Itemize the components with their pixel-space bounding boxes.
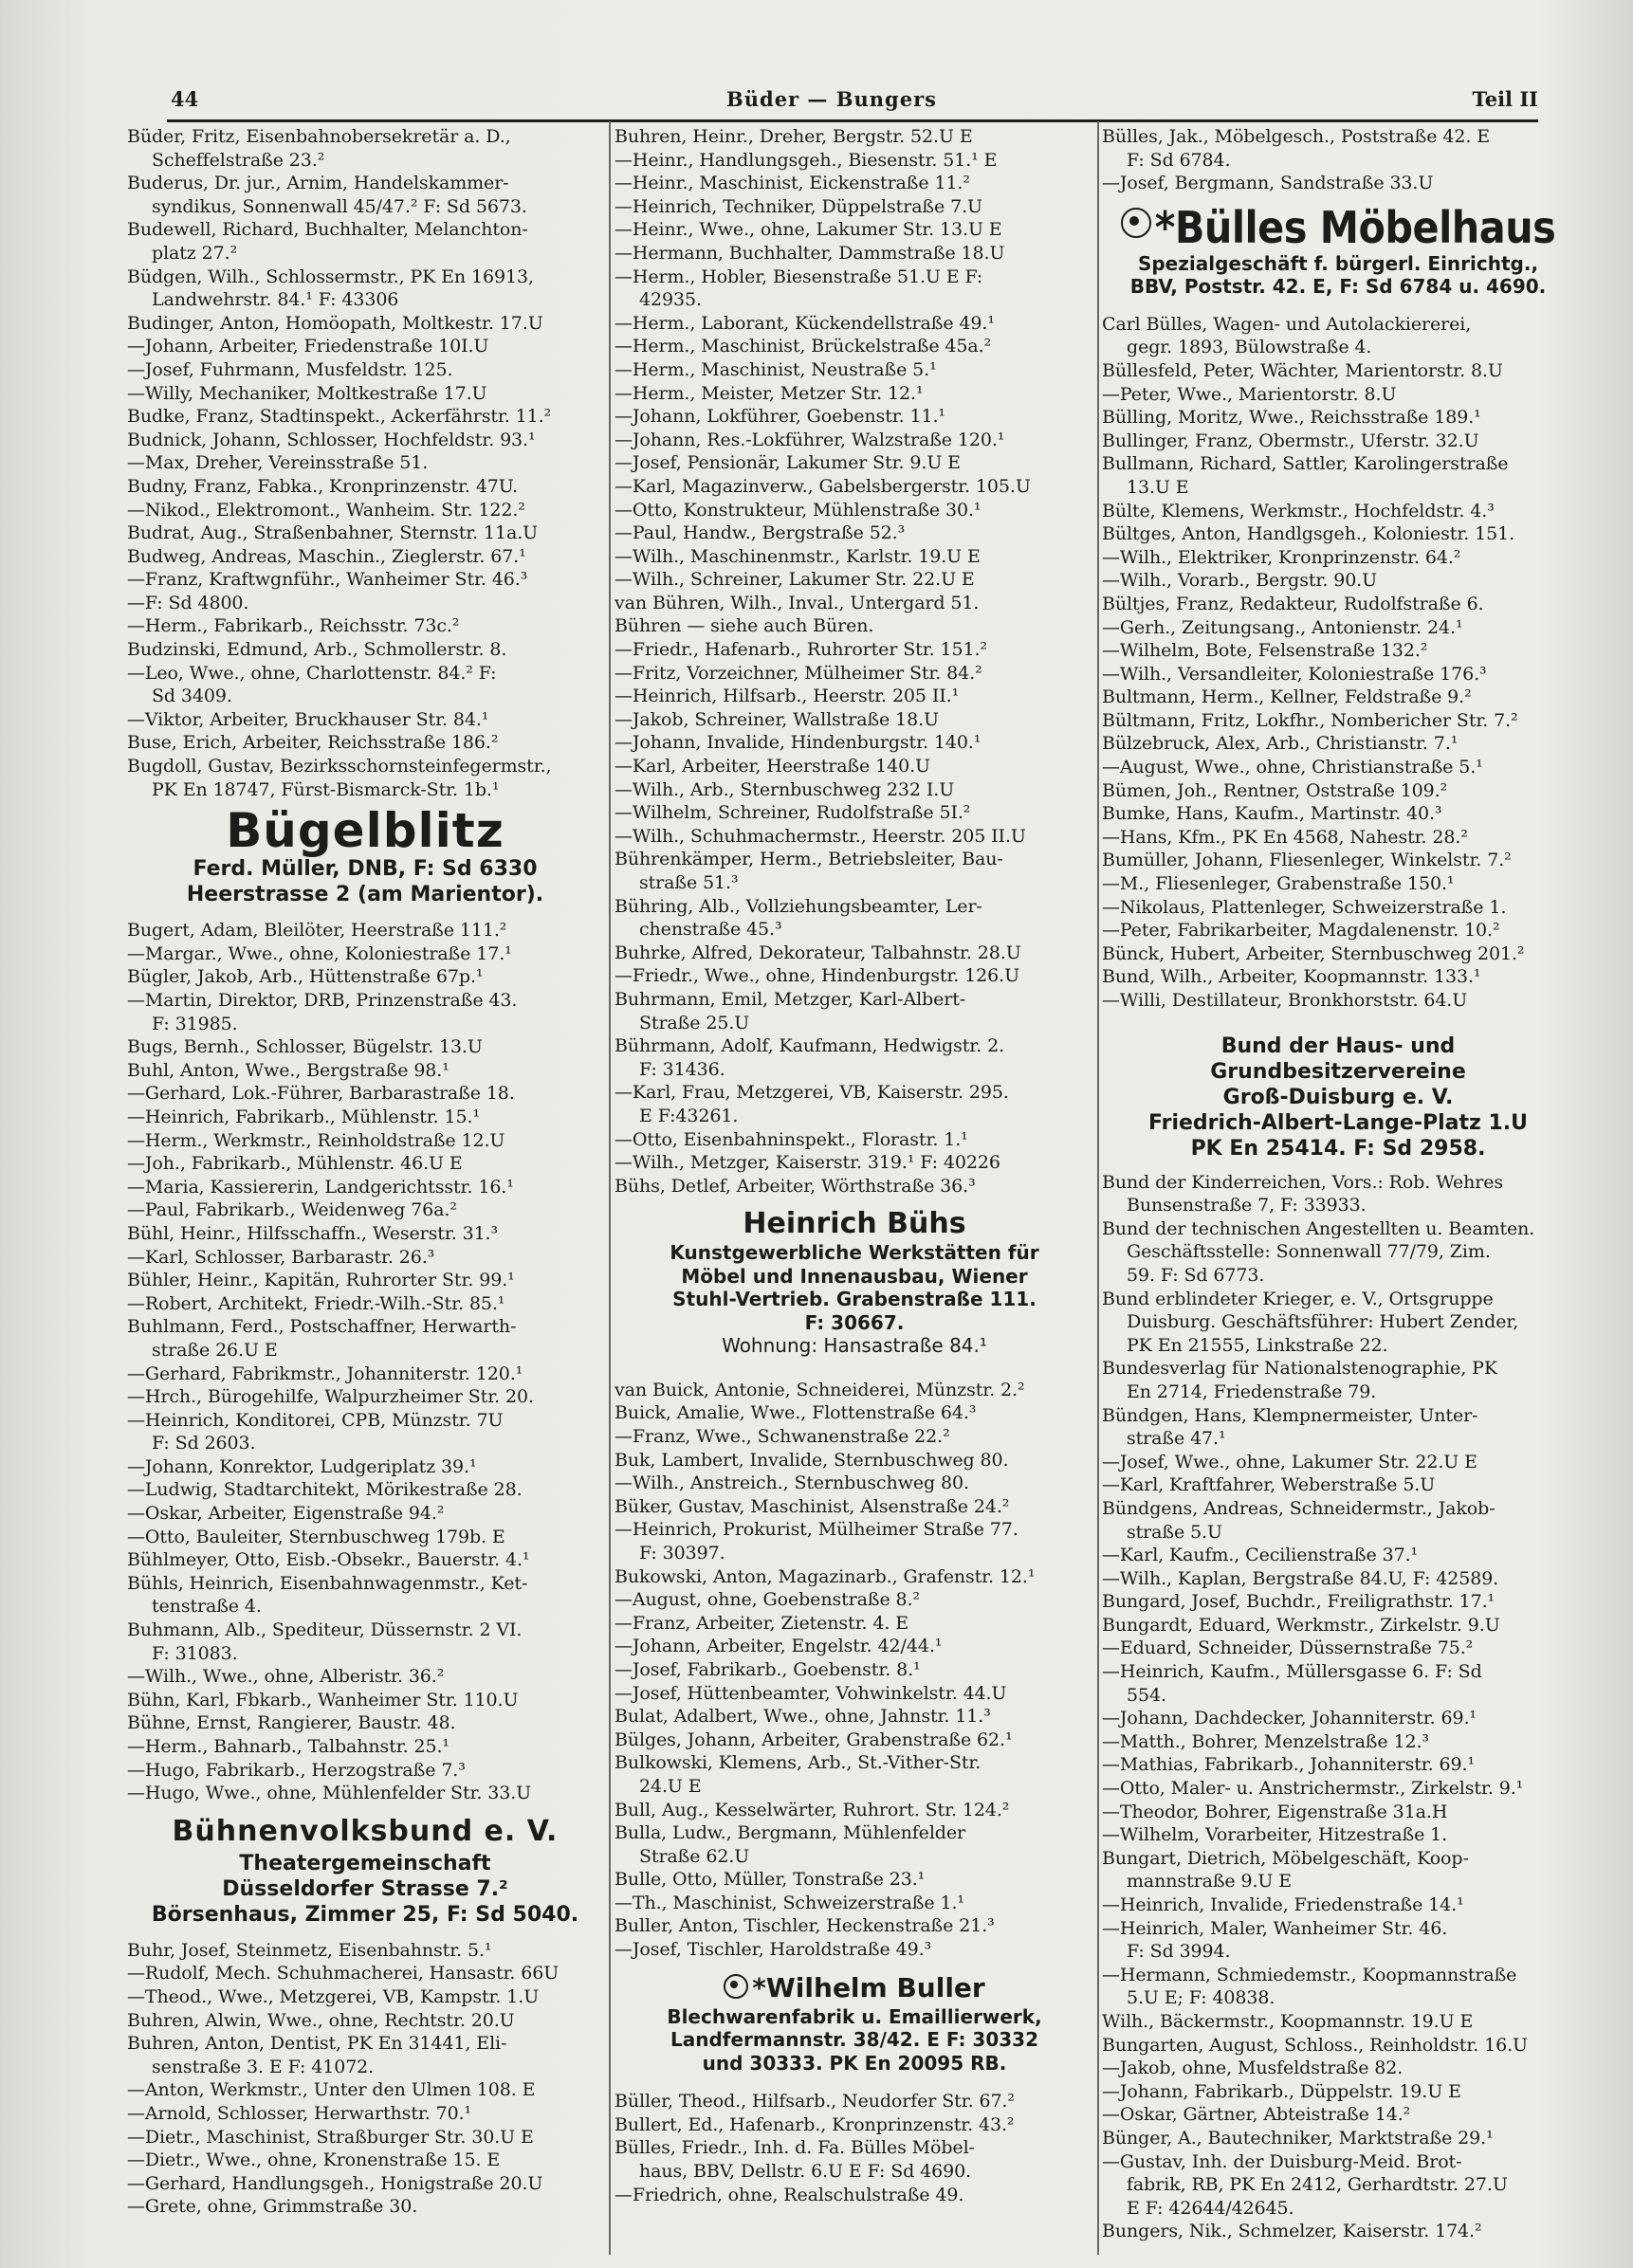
directory-entry-line: En 2714, Friedenstraße 79. xyxy=(1127,1381,1377,1402)
directory-entry-line: Bulla, Ludw., Bergmann, Mühlenfelder xyxy=(615,1822,965,1844)
ad-buehs-body xyxy=(615,1241,1094,1334)
entries-col1-b xyxy=(127,919,603,1805)
directory-entry-line: —Heinrich, Fabrikarb., Mühlenstr. 15.¹ xyxy=(127,1106,480,1127)
directory-entry-line: fabrik, RB, PK En 2412, Gerhardtstr. 27.U xyxy=(1127,2174,1508,2196)
entries-col3-c xyxy=(1102,1171,1574,2243)
directory-entry-line: Bülles, Friedr., Inh. d. Fa. Bülles Möbel- xyxy=(615,2137,975,2159)
directory-entry-line: —Friedrich, ohne, Realschulstraße 49. xyxy=(615,2184,964,2205)
directory-entry-line: —Johann, Fabrikarb., Düppelstr. 19.U E xyxy=(1102,2080,1461,2102)
ad-buegelblitz-title: Bügelblitz xyxy=(226,803,505,859)
entries-col1-a xyxy=(127,125,603,801)
ad-buegelblitz xyxy=(127,805,603,907)
ad-bund-haus-line2: Friedrich-Albert-Lange-Platz 1.U xyxy=(1148,1110,1528,1135)
ad-buller xyxy=(615,1971,1094,2076)
directory-entry-line: —Hugo, Wwe., ohne, Mühlenfelder Str. 33.U xyxy=(127,1783,532,1804)
entries-col1-c xyxy=(127,1939,603,2219)
directory-entry-line: —Johann, Konrektor, Ludgeriplatz 39.¹ xyxy=(127,1455,477,1477)
directory-entry-line: —Wilh., Wwe., ohne, Alberistr. 36.² xyxy=(127,1666,445,1688)
directory-entry-line: —Hans, Kfm., PK En 4568, Nahestr. 28.² xyxy=(1102,826,1468,848)
directory-entry-line: Bülges, Johann, Arbeiter, Grabenstraße 62.¹ xyxy=(615,1728,1013,1750)
directory-entry-line: Buhrke, Alfred, Dekorateur, Talbahnstr. 28.U xyxy=(615,942,1021,963)
directory-entry-line: Bullmann, Richard, Sattler, Karolingerstraße xyxy=(1102,453,1509,475)
directory-entry-line: —Josef, Hüttenbeamter, Vohwinkelstr. 44.U xyxy=(615,1682,1007,1704)
directory-entry-line: —Franz, Wwe., Schwanenstraße 22.² xyxy=(615,1426,950,1447)
ad-line: Landfermannstr. 38/42. E F: 30332 xyxy=(670,2028,1039,2052)
directory-entry-line: Bugs, Bernh., Schlosser, Bügelstr. 13.U xyxy=(127,1036,483,1058)
directory-entry-line: —Paul, Handw., Bergstraße 52.³ xyxy=(615,522,906,544)
directory-entry-line: —Eduard, Schneider, Düssernstraße 75.² xyxy=(1102,1637,1474,1659)
directory-entry-line: Buhmann, Alb., Spediteur, Düssernstr. 2 VI. xyxy=(127,1619,523,1641)
directory-entry-line: Bültmann, Fritz, Lokfhr., Nombericher Str. 7.² xyxy=(1102,709,1518,731)
directory-entry-line: —Johann, Dachdecker, Johanniterstr. 69.¹ xyxy=(1102,1708,1477,1729)
directory-entry-line: 24.U E xyxy=(639,1775,702,1797)
directory-entry-line: —Hermann, Schmiedemstr., Koopmannstraße xyxy=(1102,1964,1517,1985)
directory-entry-line: —Herm., Maschinist, Neustraße 5.¹ xyxy=(615,358,937,380)
ad-buehnenvolksbund-title: Bühnenvolksbund e. V. xyxy=(172,1814,559,1848)
directory-entry-line: Bund, Wilh., Arbeiter, Koopmannstr. 133.¹ xyxy=(1102,966,1481,988)
directory-entry-line: —Friedr., Hafenarb., Ruhrorter Str. 151.² xyxy=(615,639,987,661)
directory-entry-line: —Hugo, Fabrikarb., Herzogstraße 7.³ xyxy=(127,1759,466,1781)
directory-entry-line: E F: 42644/42645. xyxy=(1127,2197,1294,2219)
directory-entry-line: chenstraße 45.³ xyxy=(639,919,782,941)
directory-entry-line: —Wilhelm, Vorarbeiter, Hitzestraße 1. xyxy=(1102,1824,1448,1846)
directory-entry-line: Bullinger, Franz, Obermstr., Uferstr. 32.U xyxy=(1102,430,1479,451)
directory-entry-line: Bund erblindeter Krieger, e. V., Ortsgruppe xyxy=(1102,1288,1494,1309)
entries-col3-a xyxy=(1102,125,1574,195)
directory-entry-line: Bündgen, Hans, Klempnermeister, Unter- xyxy=(1102,1404,1478,1426)
directory-entry-line: —Joh., Fabrikarb., Mühlenstr. 46.U E xyxy=(127,1153,463,1175)
directory-entry-line: Büker, Gustav, Maschinist, Alsenstraße 24.² xyxy=(615,1495,1010,1517)
directory-entry-line: F: Sd 6784. xyxy=(1127,149,1231,171)
directory-entry-line: —Maria, Kassiererin, Landgerichtsstr. 16.¹ xyxy=(127,1176,514,1198)
directory-entry-line: —Wilh., Maschinenmstr., Karlstr. 19.U E xyxy=(615,545,981,567)
directory-entry-line: 59. F: Sd 6773. xyxy=(1127,1264,1265,1286)
directory-entry-line: Bühl, Heinr., Hilfsschaffn., Weserstr. 31.³ xyxy=(127,1222,499,1244)
directory-entry-line: —Johann, Arbeiter, Friedenstraße 10I.U xyxy=(127,336,489,357)
directory-entry-line: Bühne, Ernst, Rangierer, Baustr. 48. xyxy=(127,1712,456,1734)
directory-entry-line: —Otto, Eisenbahninspekt., Florastr. 1.¹ xyxy=(615,1128,968,1150)
directory-entry-line: —Heinrich, Invalide, Friedenstraße 14.¹ xyxy=(1102,1894,1464,1915)
directory-entry-line: —Herm., Fabrikarb., Reichsstr. 73c.² xyxy=(127,615,460,637)
directory-entry-line: Bugert, Adam, Bleilöter, Heerstraße 111.² xyxy=(127,920,507,942)
ad-bund-haus-line1: Groß-Duisburg e. V. xyxy=(1222,1085,1454,1109)
directory-entry-line: Bülling, Moritz, Wwe., Reichsstraße 189.¹ xyxy=(1102,407,1481,429)
ad-buelles-moebel-line1: Spezialgeschäft f. bürgerl. Einrichtg., xyxy=(1137,251,1539,275)
directory-entry-line: —Gerhard, Handlungsgeh., Honigstraße 20.U xyxy=(127,2172,543,2194)
directory-entry-line: —Johann, Lokführer, Goebenstr. 11.¹ xyxy=(615,406,945,428)
directory-entry-line: Bunsenstraße 7, F: 33933. xyxy=(1127,1195,1367,1216)
directory-entry-line: —Heinrich, Maler, Wanheimer Str. 46. xyxy=(1102,1917,1448,1939)
directory-entry-line: —Josef, Wwe., ohne, Lakumer Str. 22.U E xyxy=(1102,1451,1477,1472)
directory-entry-line: —Heinrich, Techniker, Düppelstraße 7.U xyxy=(615,195,982,217)
directory-entry-line: Bügler, Jakob, Arb., Hüttenstraße 67p.¹ xyxy=(127,966,484,988)
directory-entry-line: —Josef, Fuhrmann, Musfeldstr. 125. xyxy=(127,358,453,380)
ad-buegelblitz-line1: Ferd. Müller, DNB, F: Sd 6330 xyxy=(193,857,538,882)
directory-entry-line: —Gerhard, Fabrikmstr., Johanniterstr. 120.¹ xyxy=(127,1363,523,1384)
directory-entry-line: —Herm., Werkmstr., Reinholdstraße 12.U xyxy=(127,1129,505,1151)
directory-entry-line: —Th., Maschinist, Schweizerstraße 1.¹ xyxy=(615,1892,964,1913)
directory-entry-line: —Heinrich, Konditorei, CPB, Münzstr. 7U xyxy=(127,1409,504,1431)
entries-col2-b xyxy=(615,1379,1094,1962)
ad-buehnenvolksbund-line2: Düsseldorfer Strasse 7.² xyxy=(222,1876,508,1901)
directory-entry-line: —M., Fliesenleger, Grabenstraße 150.¹ xyxy=(1102,873,1455,895)
directory-entry-line: —Otto, Maler- u. Anstrichermstr., Zirkelstr. 9.¹ xyxy=(1102,1778,1524,1800)
directory-entry-line: Budweg, Andreas, Maschin., Zieglerstr. 67.¹ xyxy=(127,545,526,567)
directory-entry-line: F: Sd 3994. xyxy=(1127,1941,1231,1963)
ad-buelles-moebel-line2: BBV, Poststr. 42. E, F: Sd 6784 u. 4690. xyxy=(1129,274,1547,298)
directory-entry-line: —Hermann, Buchhalter, Dammstraße 18.U xyxy=(615,242,1005,264)
ad-buelles-moebel xyxy=(1102,203,1574,298)
directory-entry-line: Buhren, Anton, Dentist, PK En 31441, Eli- xyxy=(127,2033,507,2055)
directory-entry-line: —Franz, Kraftwgnführ., Wanheimer Str. 46.³ xyxy=(127,569,528,591)
directory-entry-line: Bundesverlag für Nationalstenographie, PK xyxy=(1102,1358,1497,1380)
directory-entry-line: Buse, Erich, Arbeiter, Reichsstraße 186.² xyxy=(127,732,499,754)
directory-entry-line: —Robert, Architekt, Friedr.-Wilh.-Str. 85.¹ xyxy=(127,1292,505,1314)
directory-entry-line: —Karl, Kaufm., Cecilienstraße 37.¹ xyxy=(1102,1545,1419,1566)
directory-entry-line: syndikus, Sonnenwall 45/47.² F: Sd 5673. xyxy=(152,195,527,217)
directory-entry-line: straße 47.¹ xyxy=(1127,1428,1226,1450)
directory-entry-line: F: 30397. xyxy=(639,1542,725,1564)
directory-entry-line: Budzinski, Edmund, Arb., Schmollerstr. 8. xyxy=(127,639,507,661)
ad-buller-body xyxy=(615,2005,1094,2076)
directory-entry-line: 5.U E; F: 40838. xyxy=(1127,1987,1275,2009)
directory-entry-line: Bühlmeyer, Otto, Eisb.-Obsekr., Bauerstr. 4.¹ xyxy=(127,1549,530,1571)
directory-entry-line: Bühler, Heinr., Kapitän, Ruhrorter Str. 99.¹ xyxy=(127,1270,515,1291)
directory-entry-line: Bumüller, Johann, Fliesenleger, Winkelstr. 7.² xyxy=(1102,850,1512,871)
directory-entry-line: —Wilh., Vorarb., Bergstr. 90.U xyxy=(1102,570,1378,592)
directory-entry-line: Straße 25.U xyxy=(639,1012,750,1033)
directory-entry-line: Bullert, Ed., Hafenarb., Kronprinzenstr. 43.² xyxy=(615,2113,1015,2135)
directory-entry-line: 554. xyxy=(1127,1684,1166,1706)
ad-buehs-note: Wohnung: Hansastraße 84.¹ xyxy=(722,1334,987,1358)
directory-entry-line: tenstraße 4. xyxy=(152,1596,262,1618)
directory-entry-line: Bumke, Hans, Kaufm., Martinstr. 40.³ xyxy=(1102,803,1442,825)
directory-entry-line: Bültges, Anton, Handlgsgeh., Koloniestr. 151. xyxy=(1102,523,1515,545)
directory-entry-line: —Jakob, ohne, Musfeldstraße 82. xyxy=(1102,2058,1404,2079)
directory-entry-line: —Herm., Maschinist, Brückelstraße 45a.² xyxy=(615,336,992,357)
directory-entry-line: —Wilhelm, Bote, Felsenstraße 132.² xyxy=(1102,640,1428,662)
directory-entry-line: Budke, Franz, Stadtinspekt., Ackerfährstr. 11.² xyxy=(127,406,552,428)
directory-entry-line: —Peter, Fabrikarbeiter, Magdalenenstr. 10.² xyxy=(1102,920,1500,942)
directory-entry-line: Bültjes, Franz, Redakteur, Rudolfstraße 6. xyxy=(1102,593,1484,614)
directory-entry-line: Bülles, Jak., Möbelgesch., Poststraße 42. E xyxy=(1102,126,1490,147)
directory-entry-line: straße 26.U E xyxy=(152,1339,278,1361)
directory-entry-line: —Wilh., Metzger, Kaiserstr. 319.¹ F: 40226 xyxy=(615,1152,1000,1174)
directory-entry-line: —Karl, Kraftfahrer, Weberstraße 5.U xyxy=(1102,1474,1436,1496)
directory-entry-line: —Nikolaus, Plattenleger, Schweizerstraße 1. xyxy=(1102,896,1507,918)
directory-entry-line: straße 51.³ xyxy=(639,872,739,893)
part-label: Teil II xyxy=(1472,87,1538,111)
directory-entry-line: —Gerhard, Lok.-Führer, Barbarastraße 18. xyxy=(127,1083,515,1105)
directory-entry-line: Bultmann, Herm., Kellner, Feldstraße 9.² xyxy=(1102,686,1472,708)
directory-entry-line: Buderus, Dr. jur., Arnim, Handelskammer- xyxy=(127,173,509,194)
directory-entry-line: gegr. 1893, Bülowstraße 4. xyxy=(1127,337,1372,358)
ad-line: Blechwarenfabrik u. Emaillierwerk, xyxy=(667,2004,1042,2028)
directory-entry-line: Bukowski, Anton, Magazinarb., Grafenstr. 12.¹ xyxy=(615,1565,1036,1587)
running-title: Büder — Bungers xyxy=(726,87,937,111)
directory-entry-line: —Gustav, Inh. der Duisburg-Meid. Brot- xyxy=(1102,2150,1462,2172)
directory-entry-line: van Buick, Antonie, Schneiderei, Münzstr. 2.² xyxy=(615,1379,1025,1400)
directory-entry-line: —Wilh., Schreiner, Lakumer Str. 22.U E xyxy=(615,569,975,591)
directory-entry-line: Bümen, Joh., Rentner, Oststraße 109.² xyxy=(1102,779,1448,801)
directory-entry-line: —Josef, Pensionär, Lakumer Str. 9.U E xyxy=(615,452,961,474)
directory-entry-line: Straße 62.U xyxy=(639,1845,750,1867)
directory-entry-line: —Ludwig, Stadtarchitekt, Mörikestraße 28. xyxy=(127,1479,523,1501)
directory-entry-line: —Fritz, Vorzeichner, Mülheimer Str. 84.² xyxy=(615,662,982,684)
directory-entry-line: Scheffelstraße 23.² xyxy=(152,149,325,171)
firm-emblem-icon xyxy=(1121,208,1151,238)
directory-entry-line: Bülte, Klemens, Werkmstr., Hochfeldstr. 4.³ xyxy=(1102,500,1495,521)
directory-entry-line: Bungart, Dietrich, Möbelgeschäft, Koop- xyxy=(1102,1847,1469,1869)
directory-entry-line: Bulle, Otto, Müller, Tonstraße 23.¹ xyxy=(615,1869,926,1891)
directory-entry-line: Buhrmann, Emil, Metzger, Karl-Albert- xyxy=(615,988,966,1010)
directory-entry-line: Bund der Kinderreichen, Vors.: Rob. Wehres xyxy=(1102,1171,1504,1193)
directory-entry-line: Budewell, Richard, Buchhalter, Melanchton- xyxy=(127,219,528,241)
ad-bund-haus-title: Bund der Haus- und Grundbesitzervereine xyxy=(1210,1033,1466,1084)
directory-entry-line: —Herm., Bahnarb., Talbahnstr. 25.¹ xyxy=(127,1736,450,1757)
directory-entry-line: —Herm., Meister, Metzer Str. 12.¹ xyxy=(615,382,924,404)
directory-entry-line: —Franz, Arbeiter, Zietenstr. 4. E xyxy=(615,1612,908,1634)
directory-entry-line: —Wilh., Versandleiter, Koloniestraße 176.³ xyxy=(1102,663,1487,685)
directory-entry-line: Bugdoll, Gustav, Bezirksschornsteinfegermstr., xyxy=(127,756,552,777)
directory-entry-line: —Johann, Res.-Lokführer, Walzstraße 120.¹ xyxy=(615,429,1005,450)
directory-entry-line: —Oskar, Gärtner, Abteistraße 14.² xyxy=(1102,2104,1411,2126)
directory-entry-line: —Heinr., Maschinist, Eickenstraße 11.² xyxy=(615,173,970,194)
entries-col2-a xyxy=(615,125,1094,1198)
directory-entry-line: Bündgens, Andreas, Schneidermstr., Jakob- xyxy=(1102,1497,1495,1519)
directory-entry-line: —Viktor, Arbeiter, Bruckhauser Str. 84.¹ xyxy=(127,708,489,730)
directory-entry-line: —Herm., Hobler, Biesenstraße 51.U E F: xyxy=(615,265,983,287)
directory-entry-line: —Oskar, Arbeiter, Eigenstraße 94.² xyxy=(127,1503,445,1525)
directory-entry-line: F: 31083. xyxy=(152,1642,238,1664)
directory-entry-line: F: 31436. xyxy=(639,1058,725,1080)
directory-entry-line: Bühs, Detlef, Arbeiter, Wörthstraße 36.³ xyxy=(615,1175,976,1197)
directory-entry-line: haus, BBV, Dellstr. 6.U E F: Sd 4690. xyxy=(639,2160,972,2182)
directory-entry-line: Buk, Lambert, Invalide, Sternbuschweg 80. xyxy=(615,1449,1009,1471)
directory-entry-line: Buick, Amalie, Wwe., Flottenstraße 64.³ xyxy=(615,1402,977,1424)
directory-entry-line: Buller, Anton, Tischler, Heckenstraße 21.³ xyxy=(615,1915,995,1937)
directory-entry-line: —Dietr., Wwe., ohne, Kronenstraße 15. E xyxy=(127,2149,501,2171)
directory-entry-line: Büller, Theod., Hilfsarb., Neudorfer Str. 67.² xyxy=(615,2091,1015,2113)
directory-entry-line: —Karl, Arbeiter, Heerstraße 140.U xyxy=(615,756,930,777)
directory-entry-line: —Margar., Wwe., ohne, Koloniestraße 17.¹ xyxy=(127,942,512,964)
ad-buehnenvolksbund-line1: Theatergemeinschaft xyxy=(239,1851,491,1875)
directory-entry-line: —Rudolf, Mech. Schuhmacherei, Hansastr. 66U xyxy=(127,1963,560,1984)
directory-entry-line: —Anton, Werkmstr., Unter den Ulmen 108. E xyxy=(127,2079,536,2101)
ad-buehs-name: Heinrich Bühs xyxy=(743,1207,966,1241)
directory-entry-line: —August, Wwe., ohne, Christianstraße 5.¹ xyxy=(1102,757,1483,778)
directory-entry-line: —Wilh., Elektriker, Kronprinzenstr. 64.² xyxy=(1102,546,1461,568)
directory-entry-line: —Josef, Fabrikarb., Goebenstr. 8.¹ xyxy=(615,1658,921,1680)
ad-bund-haus xyxy=(1102,1033,1574,1161)
firm-emblem-icon xyxy=(724,1974,748,1999)
directory-entry-line: —Herm., Laborant, Kückendellstraße 49.¹ xyxy=(615,312,995,334)
directory-entry-line: —Heinrich, Kaufm., Müllersgasse 6. F: Sd xyxy=(1102,1661,1482,1683)
directory-entry-line: —Nikod., Elektromont., Wanheim. Str. 122.² xyxy=(127,499,525,521)
column-divider-2 xyxy=(1097,121,1099,2255)
ad-buehnenvolksbund xyxy=(127,1813,603,1928)
directory-entry-line: van Bühren, Wilh., Inval., Untergard 51. xyxy=(615,592,980,613)
directory-entry-line: Landwehrstr. 84.¹ F: 43306 xyxy=(152,289,399,311)
directory-entry-line: —Heinr., Wwe., ohne, Lakumer Str. 13.U E xyxy=(615,219,1002,241)
directory-entry-line: —Friedr., Wwe., ohne, Hindenburgstr. 126.U xyxy=(615,965,1020,987)
directory-entry-line: —Willy, Mechaniker, Moltkestraße 17.U xyxy=(127,382,487,404)
directory-entry-line: —Heinr., Handlungsgeh., Biesenstr. 51.¹ E xyxy=(615,149,998,171)
ad-buller-name: *Wilhelm Buller xyxy=(752,1971,985,2003)
directory-entry-line: Budinger, Anton, Homöopath, Moltkestr. 17.U xyxy=(127,312,543,334)
directory-entry-line: —Theodor, Bohrer, Eigenstraße 31a.H xyxy=(1102,1801,1448,1822)
directory-entry-line: E F:43261. xyxy=(639,1105,739,1126)
directory-entry-line: Bührenkämper, Herm., Betriebsleiter, Bau- xyxy=(615,849,1003,870)
directory-entry-line: —Wilh., Arb., Sternbuschweg 232 I.U xyxy=(615,778,955,800)
directory-entry-line: Bungarten, August, Schloss., Reinholdstr. 16.U xyxy=(1102,2034,1528,2056)
directory-entry-line: Bungard, Josef, Buchdr., Freiligrathstr. 17.¹ xyxy=(1102,1591,1495,1613)
directory-entry-line: —Wilhelm, Schreiner, Rudolfstraße 5I.² xyxy=(615,802,971,824)
directory-entry-line: Büdgen, Wilh., Schlossermstr., PK En 16913, xyxy=(127,265,534,287)
directory-entry-line: Bund der technischen Angestellten u. Beamten. xyxy=(1102,1217,1535,1239)
directory-entry-line: —Mathias, Fabrikarb., Johanniterstr. 69.¹ xyxy=(1102,1754,1475,1776)
directory-entry-line: —August, ohne, Goebenstraße 8.² xyxy=(615,1589,920,1611)
directory-entry-line: 13.U E xyxy=(1127,476,1189,498)
directory-entry-line: F: 31985. xyxy=(152,1013,238,1034)
directory-entry-line: —Karl, Magazinverw., Gabelsbergerstr. 105.U xyxy=(615,475,1031,497)
directory-entry-line: —Hrch., Bürogehilfe, Walpurzheimer Str. 20. xyxy=(127,1386,534,1408)
directory-entry-line: —Otto, Konstrukteur, Mühlenstraße 30.¹ xyxy=(615,499,982,521)
directory-entry-line: —Arnold, Schlosser, Herwarthstr. 70.¹ xyxy=(127,2102,472,2124)
column-divider-1 xyxy=(609,121,611,2255)
ad-buehnenvolksbund-line3: Börsenhaus, Zimmer 25, F: Sd 5040. xyxy=(151,1902,579,1927)
directory-entry-line: —Otto, Bauleiter, Sternbuschweg 179b. E xyxy=(127,1526,505,1547)
directory-entry-line: Bühring, Alb., Vollziehungsbeamter, Ler- xyxy=(615,895,982,917)
directory-entry-line: Geschäftsstelle: Sonnenwall 77/79, Zim. xyxy=(1127,1241,1491,1263)
directory-entry-line: —Theod., Wwe., Metzgerei, VB, Kampstr. 1.U xyxy=(127,1985,540,2007)
directory-entry-line: Buhlmann, Ferd., Postschaffner, Herwarth- xyxy=(127,1316,517,1338)
directory-entry-line: platz 27.² xyxy=(152,242,238,264)
ad-buehs xyxy=(615,1207,1094,1358)
directory-entry-line: Duisburg. Geschäftsführer: Hubert Zender, xyxy=(1127,1311,1519,1333)
ad-buelles-moebel-title: *Bülles Möbelhaus xyxy=(1154,201,1556,253)
directory-entry-line: mannstraße 9.U E xyxy=(1127,1871,1293,1893)
directory-entry-line: straße 5.U xyxy=(1127,1521,1222,1543)
page-header xyxy=(167,87,1538,118)
column-1 xyxy=(127,125,603,2219)
ad-line: Kunstgewerbliche Werkstätten für xyxy=(670,1241,1039,1265)
directory-entry-line: Büllesfeld, Peter, Wächter, Marientorstr. 8.U xyxy=(1102,359,1503,381)
directory-entry-line: —Karl, Frau, Metzgerei, VB, Kaiserstr. 295. xyxy=(615,1082,1009,1104)
directory-entry-line: —Johann, Invalide, Hindenburgstr. 140.¹ xyxy=(615,732,982,754)
directory-entry-line: —Leo, Wwe., ohne, Charlottenstr. 84.² F: xyxy=(127,662,497,684)
directory-entry-line: —Peter, Wwe., Marientorstr. 8.U xyxy=(1102,383,1397,405)
page-number: 44 xyxy=(171,87,199,111)
entries-col2-c xyxy=(615,2090,1094,2206)
directory-entry-line: Bull, Aug., Kesselwärter, Ruhrort. Str. 124.² xyxy=(615,1799,1010,1820)
ad-line: Stuhl-Vertrieb. Grabenstraße 111. xyxy=(672,1288,1037,1311)
directory-entry-line: PK En 21555, Linkstraße 22. xyxy=(1127,1334,1388,1356)
directory-entry-line: Bungers, Nik., Schmelzer, Kaiserstr. 174.² xyxy=(1102,2221,1482,2242)
directory-entry-line: Bühls, Heinrich, Eisenbahnwagenmstr., Ket- xyxy=(127,1572,528,1594)
directory-entry-line: Carl Bülles, Wagen- und Autolackiererei, xyxy=(1102,313,1472,335)
directory-entry-line: Bünck, Hubert, Arbeiter, Sternbuschweg 201.² xyxy=(1102,942,1525,964)
directory-entry-line: —Martin, Direktor, DRB, Prinzenstraße 43. xyxy=(127,990,518,1011)
directory-entry-line: Sd 3409. xyxy=(152,686,232,707)
directory-entry-line: F: Sd 2603. xyxy=(152,1433,256,1454)
directory-entry-line: —Gerh., Zeitungsang., Antonienstr. 24.¹ xyxy=(1102,616,1463,638)
directory-entry-line: —F: Sd 4800. xyxy=(127,592,249,613)
directory-entry-line: —Johann, Arbeiter, Engelstr. 42/44.¹ xyxy=(615,1636,943,1657)
header-rule xyxy=(167,119,1538,122)
directory-entry-line: Bünger, A., Bautechniker, Marktstraße 29.¹ xyxy=(1102,2127,1494,2149)
ad-line: F: 30667. xyxy=(804,1310,905,1334)
directory-entry-line: —Matth., Bohrer, Menzelstraße 12.³ xyxy=(1102,1730,1429,1752)
directory-entry-line: —Paul, Fabrikarb., Weidenweg 76a.² xyxy=(127,1199,457,1221)
directory-entry-line: —Dietr., Maschinist, Straßburger Str. 30.U E xyxy=(127,2126,534,2148)
directory-entry-line: —Willi, Destillateur, Bronkhorststr. 64.U xyxy=(1102,990,1468,1011)
directory-entry-line: Buhl, Anton, Wwe., Bergstraße 98.¹ xyxy=(127,1059,450,1081)
ad-line: Möbel und Innenausbau, Wiener xyxy=(681,1264,1028,1288)
directory-entry-line: Budnick, Johann, Schlosser, Hochfeldstr. 93.¹ xyxy=(127,429,536,450)
directory-entry-line: —Heinrich, Hilfsarb., Heerstr. 205 II.¹ xyxy=(615,686,960,707)
directory-entry-line: —Karl, Schlosser, Barbarastr. 26.³ xyxy=(127,1246,435,1268)
directory-entry-line: —Grete, ohne, Grimmstraße 30. xyxy=(127,2196,418,2218)
directory-entry-line: Bührmann, Adolf, Kaufmann, Hedwigstr. 2. xyxy=(615,1035,1005,1057)
directory-entry-line: Bulkowski, Klemens, Arb., St.-Vither-Str. xyxy=(615,1752,982,1774)
directory-entry-line: senstraße 3. E F: 41072. xyxy=(152,2056,375,2077)
directory-entry-line: Bühren — siehe auch Büren. xyxy=(615,615,874,637)
directory-entry-line: Bungardt, Eduard, Werkmstr., Zirkelstr. 9.U xyxy=(1102,1614,1500,1636)
directory-entry-line: —Max, Dreher, Vereinsstraße 51. xyxy=(127,452,429,474)
directory-entry-line: Bülzebruck, Alex, Arb., Christianstr. 7.¹ xyxy=(1102,733,1459,755)
directory-entry-line: 42935. xyxy=(639,289,702,311)
directory-entry-line: —Heinrich, Prokurist, Mülheimer Straße 77. xyxy=(615,1519,1018,1541)
directory-entry-line: PK En 18747, Fürst-Bismarck-Str. 1b.¹ xyxy=(152,778,500,800)
directory-entry-line: Buhren, Alwin, Wwe., ohne, Rechtstr. 20.U xyxy=(127,2009,515,2031)
directory-entry-line: Bulat, Adalbert, Wwe., ohne, Jahnstr. 11.³ xyxy=(615,1706,991,1728)
ad-line: und 30333. PK En 20095 RB. xyxy=(702,2051,1007,2075)
directory-entry-line: —Wilh., Schuhmachermstr., Heerstr. 205 II.U xyxy=(615,825,1026,847)
directory-entry-line: Buhren, Heinr., Dreher, Bergstr. 52.U E xyxy=(615,126,973,147)
directory-entry-line: —Wilh., Anstreich., Sternbuschweg 80. xyxy=(615,1472,969,1494)
directory-entry-line: —Wilh., Kaplan, Bergstraße 84.U, F: 42589. xyxy=(1102,1567,1499,1589)
directory-entry-line: —Jakob, Schreiner, Wallstraße 18.U xyxy=(615,708,939,730)
directory-entry-line: Budrat, Aug., Straßenbahner, Sternstr. 11a.U xyxy=(127,522,539,544)
ad-bund-haus-line3: PK En 25414. F: Sd 2958. xyxy=(1190,1136,1486,1161)
directory-entry-line: —Josef, Bergmann, Sandstraße 33.U xyxy=(1102,173,1434,194)
ad-buegelblitz-line2: Heerstrasse 2 (am Marientor). xyxy=(186,883,544,907)
directory-entry-line: Budny, Franz, Fabka., Kronprinzenstr. 47U. xyxy=(127,475,518,497)
directory-entry-line: Wilh., Bäckermstr., Koopmannstr. 19.U E xyxy=(1102,2010,1474,2032)
column-2 xyxy=(615,125,1094,2206)
column-3 xyxy=(1102,125,1574,2243)
directory-entry-line: Bühn, Karl, Fbkarb., Wanheimer Str. 110.U xyxy=(127,1689,519,1710)
directory-entry-line: Buhr, Josef, Steinmetz, Eisenbahnstr. 5.¹ xyxy=(127,1939,492,1961)
directory-entry-line: Büder, Fritz, Eisenbahnobersekretär a. D., xyxy=(127,126,511,147)
directory-entry-line: —Josef, Tischler, Haroldstraße 49.³ xyxy=(615,1939,932,1961)
entries-col3-b xyxy=(1102,313,1574,1013)
